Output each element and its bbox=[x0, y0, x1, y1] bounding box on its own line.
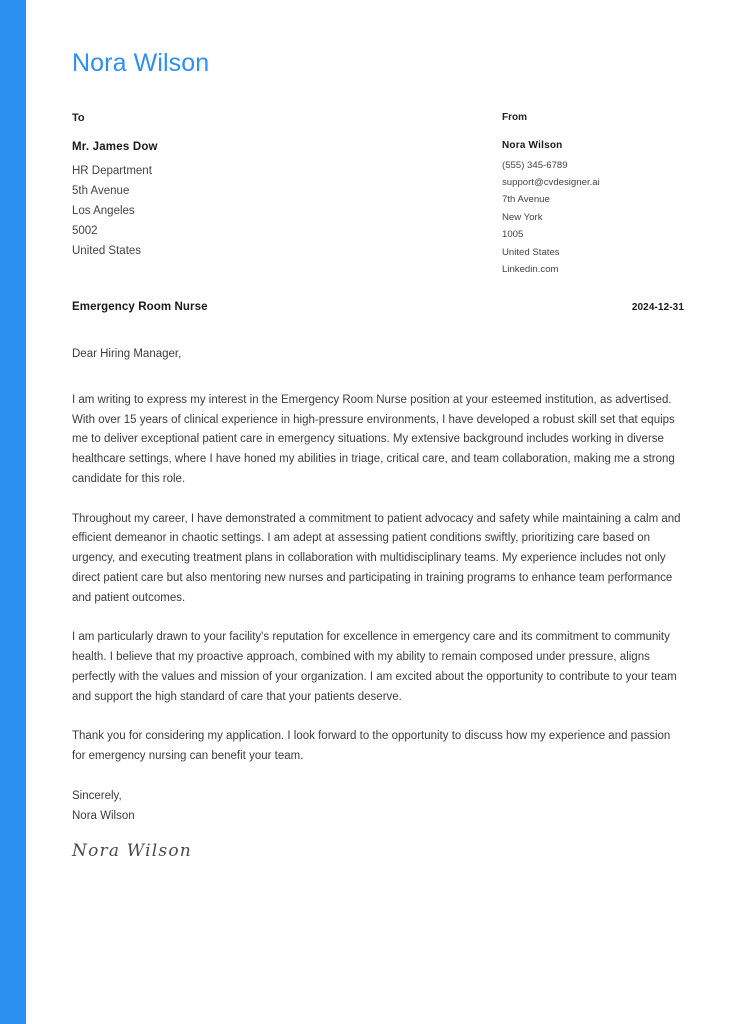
sender-block bbox=[502, 111, 684, 279]
job-title: Emergency Room Nurse bbox=[72, 301, 208, 313]
body-paragraph: I am writing to express my interest in the Emergency Room Nurse position at your esteemed institution, as advertised. With over 15 years of clinical experience in high-pressure environments, I have developed a robust skill set that equips me to deliver exceptional patient care in emergency situations. My extensive background includes working in diverse healthcare settings, where I have honed my abilities in triage, critical care, and team collaboration, making me a strong candidate for this role. bbox=[72, 393, 675, 485]
recipient-label: To bbox=[72, 112, 85, 124]
salutation: Dear Hiring Manager, bbox=[72, 348, 182, 360]
body-paragraph: Throughout my career, I have demonstrated a commitment to patient advocacy and safety while maintaining a calm and efficient demeanor in chaotic settings. I am adept at assessing patient conditions swiftly, prioritizing care based on urgency, and executing treatment plans in collaboration with multidisciplinary teams. My experience includes not only direct patient care but also mentoring new nurses and participating in training programs to enhance team performance and patient outcomes. bbox=[72, 512, 681, 604]
sender-line: 7th Avenue bbox=[502, 194, 550, 206]
body-paragraph: Thank you for considering my application. I look forward to the opportunity to discuss how my experience and passion for emergency nursing can benefit your team. bbox=[72, 730, 671, 763]
signature: Nora Wilson bbox=[72, 840, 192, 861]
recipient-line: United States bbox=[72, 245, 142, 258]
body-paragraph: I am particularly drawn to your facility's reputation for excellence in emergency care and its commitment to community health. I believe that my proactive approach, combined with my ability to remain composed under pressure, aligns perfectly with the values and mission of your organization. I am excited about the opportunity to contribute to your team and support the high standard of care that your patients deserve. bbox=[72, 631, 677, 703]
sender-name: Nora Wilson bbox=[502, 140, 563, 151]
subject-row bbox=[72, 301, 684, 313]
sender-email: support@cvdesigner.ai bbox=[502, 176, 600, 188]
recipient-block bbox=[72, 111, 452, 261]
sender-line: 1005 bbox=[502, 229, 524, 241]
closing-name: Nora Wilson bbox=[72, 809, 135, 822]
document-content bbox=[72, 0, 684, 1024]
recipient-line: Los Angeles bbox=[72, 205, 135, 218]
recipient-name: Mr. James Dow bbox=[72, 141, 158, 154]
letter-body bbox=[72, 345, 684, 861]
sender-phone: (555) 345-6789 bbox=[502, 159, 568, 171]
letter-date: 2024-12-31 bbox=[631, 302, 684, 313]
sender-linkedin: Linkedin.com bbox=[502, 264, 559, 276]
page-title: Nora Wilson bbox=[72, 49, 210, 77]
recipient-line: HR Department bbox=[72, 164, 152, 177]
closing-salutation: Sincerely, bbox=[72, 790, 122, 803]
recipient-line: 5th Avenue bbox=[72, 184, 130, 197]
sender-line: United States bbox=[502, 246, 560, 258]
closing-block bbox=[72, 787, 684, 861]
left-accent-bar bbox=[0, 0, 26, 1024]
sender-label: From bbox=[502, 112, 527, 123]
sender-line: New York bbox=[502, 211, 543, 223]
recipient-line: 5002 bbox=[72, 225, 98, 238]
